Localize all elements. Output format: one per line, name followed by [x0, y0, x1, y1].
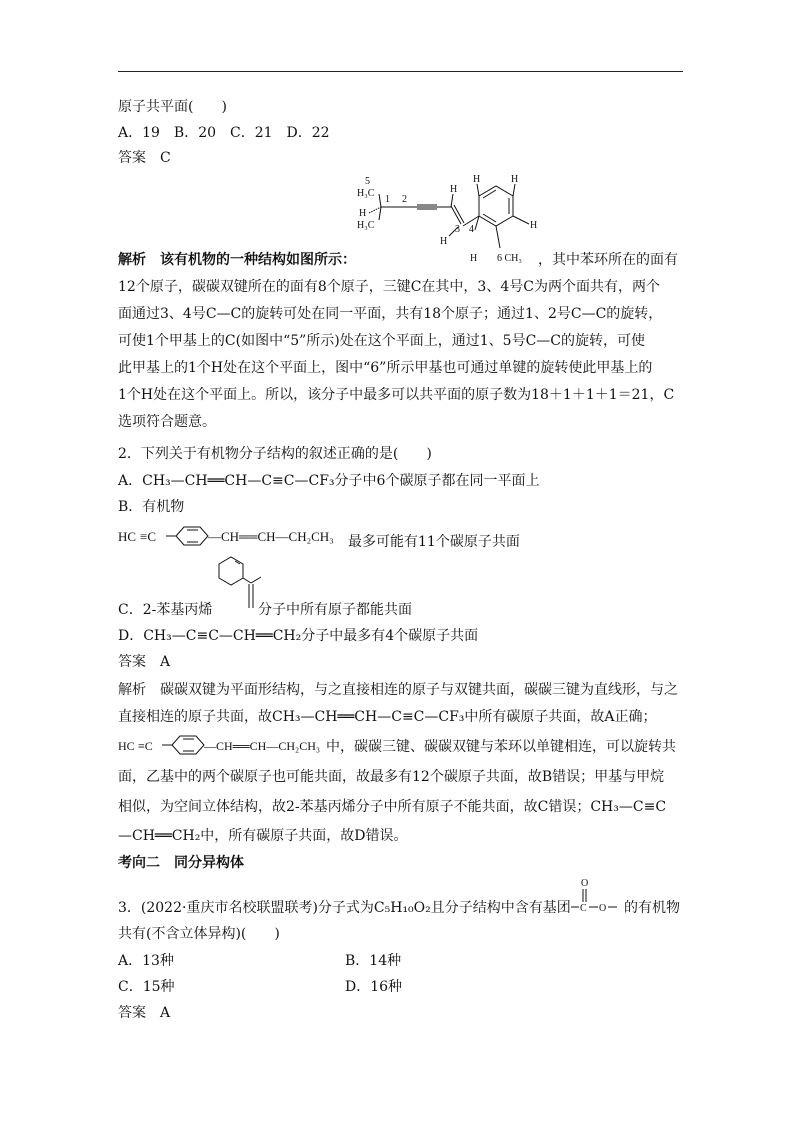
- q2-option-c-tail: 分子中所有原子都能共面: [258, 602, 412, 618]
- analysis-struct-tail: —CH══CH—CH₂CH₃: [204, 739, 321, 753]
- fig-h3c-bottom: H₃C: [357, 220, 375, 231]
- fig-num-1: 1: [385, 194, 390, 205]
- q2-analysis-line-2: 直接相连的原子共面，故CH₃—CH══CH—C≡C—CF₃中所有碳原子共面，故A正确；: [118, 709, 657, 725]
- q1-answer: 答案 C: [118, 150, 171, 166]
- q3-option-b: B．14种: [345, 953, 402, 969]
- group-o-top: O: [581, 878, 589, 889]
- fig-h-b: H: [440, 236, 448, 247]
- q2-answer: 答案 A: [118, 654, 171, 670]
- fig-num-5: 5: [365, 176, 370, 187]
- fig-h-left: H: [359, 208, 367, 219]
- fig-num-4: 4: [469, 224, 474, 235]
- q2-analysis-line-4: 面，乙基中的两个碳原子也可能共面，故最多有12个碳原子共面，故B错误；甲基与甲烷: [118, 769, 665, 785]
- analysis-struct-triple: ≡C: [138, 739, 153, 753]
- q3-ester-group: [571, 874, 621, 918]
- q3-answer: 答案 A: [118, 1005, 171, 1021]
- q1-analysis-label-text: 解析 该有机物的一种结构如图所示：: [118, 252, 356, 268]
- fig-h-c: H: [473, 174, 481, 185]
- q2-option-c-label: C．2-苯基丙烯: [118, 602, 213, 618]
- q1-analysis-line-2: 12个原子，碳碳双键所在的面有8个原子，三键C在其中，3、4号C为两个面共有，两个: [118, 279, 660, 295]
- q1-analysis-line-1-head: [118, 250, 356, 270]
- q1-analysis-line-5: 此甲基上的1个H处在这个平面上，图中“6”所示甲基也可通过单键的旋转使此甲基上的: [118, 360, 653, 376]
- q2-option-b: B．有机物: [118, 499, 185, 515]
- fig-h-d: H: [511, 174, 519, 185]
- q2-analysis-line-1: 解析 碳碳双键为平面形结构，与之直接相连的原子与双键共面，碳碳三键为直线形，与之: [118, 682, 678, 698]
- fig-h-e: H: [530, 220, 538, 231]
- group-o: O: [599, 903, 607, 914]
- q2-analysis-structure: [118, 732, 328, 760]
- q2-option-a: A．CH₃—CH══CH—C≡C—CF₃分子中6个碳原子都在同一平面上: [118, 473, 540, 489]
- q1-analysis-line-7: 选项符合题意。: [118, 414, 216, 430]
- q3-option-d: D．16种: [345, 979, 403, 995]
- q1-analysis-line-4: 可使1个甲基上的C(如图中“5”所示)处在这个平面上，通过1、5号C—C的旋转，可使: [118, 333, 646, 349]
- q1-analysis-line-1-tail: ，其中苯环所在的面有: [538, 252, 678, 268]
- group-c: C: [580, 903, 587, 914]
- optb-struct-hc: HC: [118, 529, 137, 544]
- q2-option-b-tail: 最多可能有11个碳原子共面: [348, 534, 520, 550]
- q1-analysis-line-3: 面通过3、4号C—C的旋转可处在同一平面，共有18个原子；通过1、2号C—C的旋转，: [118, 306, 663, 322]
- fig-num-3: 3: [455, 224, 460, 235]
- q2-stem: 2．下列关于有机物分子结构的叙述正确的是( ): [118, 446, 432, 462]
- q2-option-d: D．CH₃—C≡C—CH══CH₂分子中最多有4个碳原子共面: [118, 628, 479, 644]
- q1-stem-tail: 原子共平面( ): [118, 99, 227, 115]
- q1-structure-figure: [355, 172, 555, 268]
- analysis-struct-hc: HC: [118, 739, 135, 753]
- optb-struct-tail: —CH══CH—CH₂CH₃: [208, 529, 334, 544]
- q2-option-c-structure: [205, 552, 265, 614]
- fig-num-2: 2: [402, 194, 407, 205]
- q1-options: A．19 B．20 C．21 D．22: [118, 125, 330, 141]
- q2-analysis-line-5: 相似，为空间立体结构，故2-苯基丙烯分子中所有原子不能共面，故C错误；CH₃—C≡C: [118, 799, 667, 815]
- q2-option-b-structure: [118, 522, 350, 552]
- q3-stem-tail: 的有机物: [624, 900, 680, 916]
- q2-analysis-line-6: —CH══CH₂中，所有碳原子共面，故D错误。: [118, 828, 408, 844]
- q3-stem-head: 3．(2022·重庆市名校联盟联考)分子式为C₅H₁₀O₂且分子结构中含有基团: [118, 900, 571, 916]
- fig-h3c-top: H₃C: [357, 188, 375, 199]
- section-heading: 考向二 同分异构体: [118, 855, 244, 871]
- q3-option-c: C．15种: [118, 979, 175, 995]
- q3-stem-line-2: 共有(不含立体异构)( ): [118, 926, 280, 942]
- q3-option-a: A．13种: [118, 953, 174, 969]
- q1-analysis-line-6: 1个H处在这个平面上。所以，该分子中最多可以共平面的原子数为18＋1＋1＋1＝21，C: [118, 387, 675, 403]
- fig-h-a: H: [450, 184, 458, 195]
- fig-h-f: H: [470, 253, 478, 264]
- fig-6-ch3: 6 CH₃: [497, 253, 522, 264]
- header-rule: [118, 71, 683, 72]
- optb-struct-triple: ≡C: [140, 529, 157, 544]
- q2-analysis-line-3: 中，碳碳三键、碳碳双键与苯环以单键相连，可以旋转共: [326, 739, 676, 755]
